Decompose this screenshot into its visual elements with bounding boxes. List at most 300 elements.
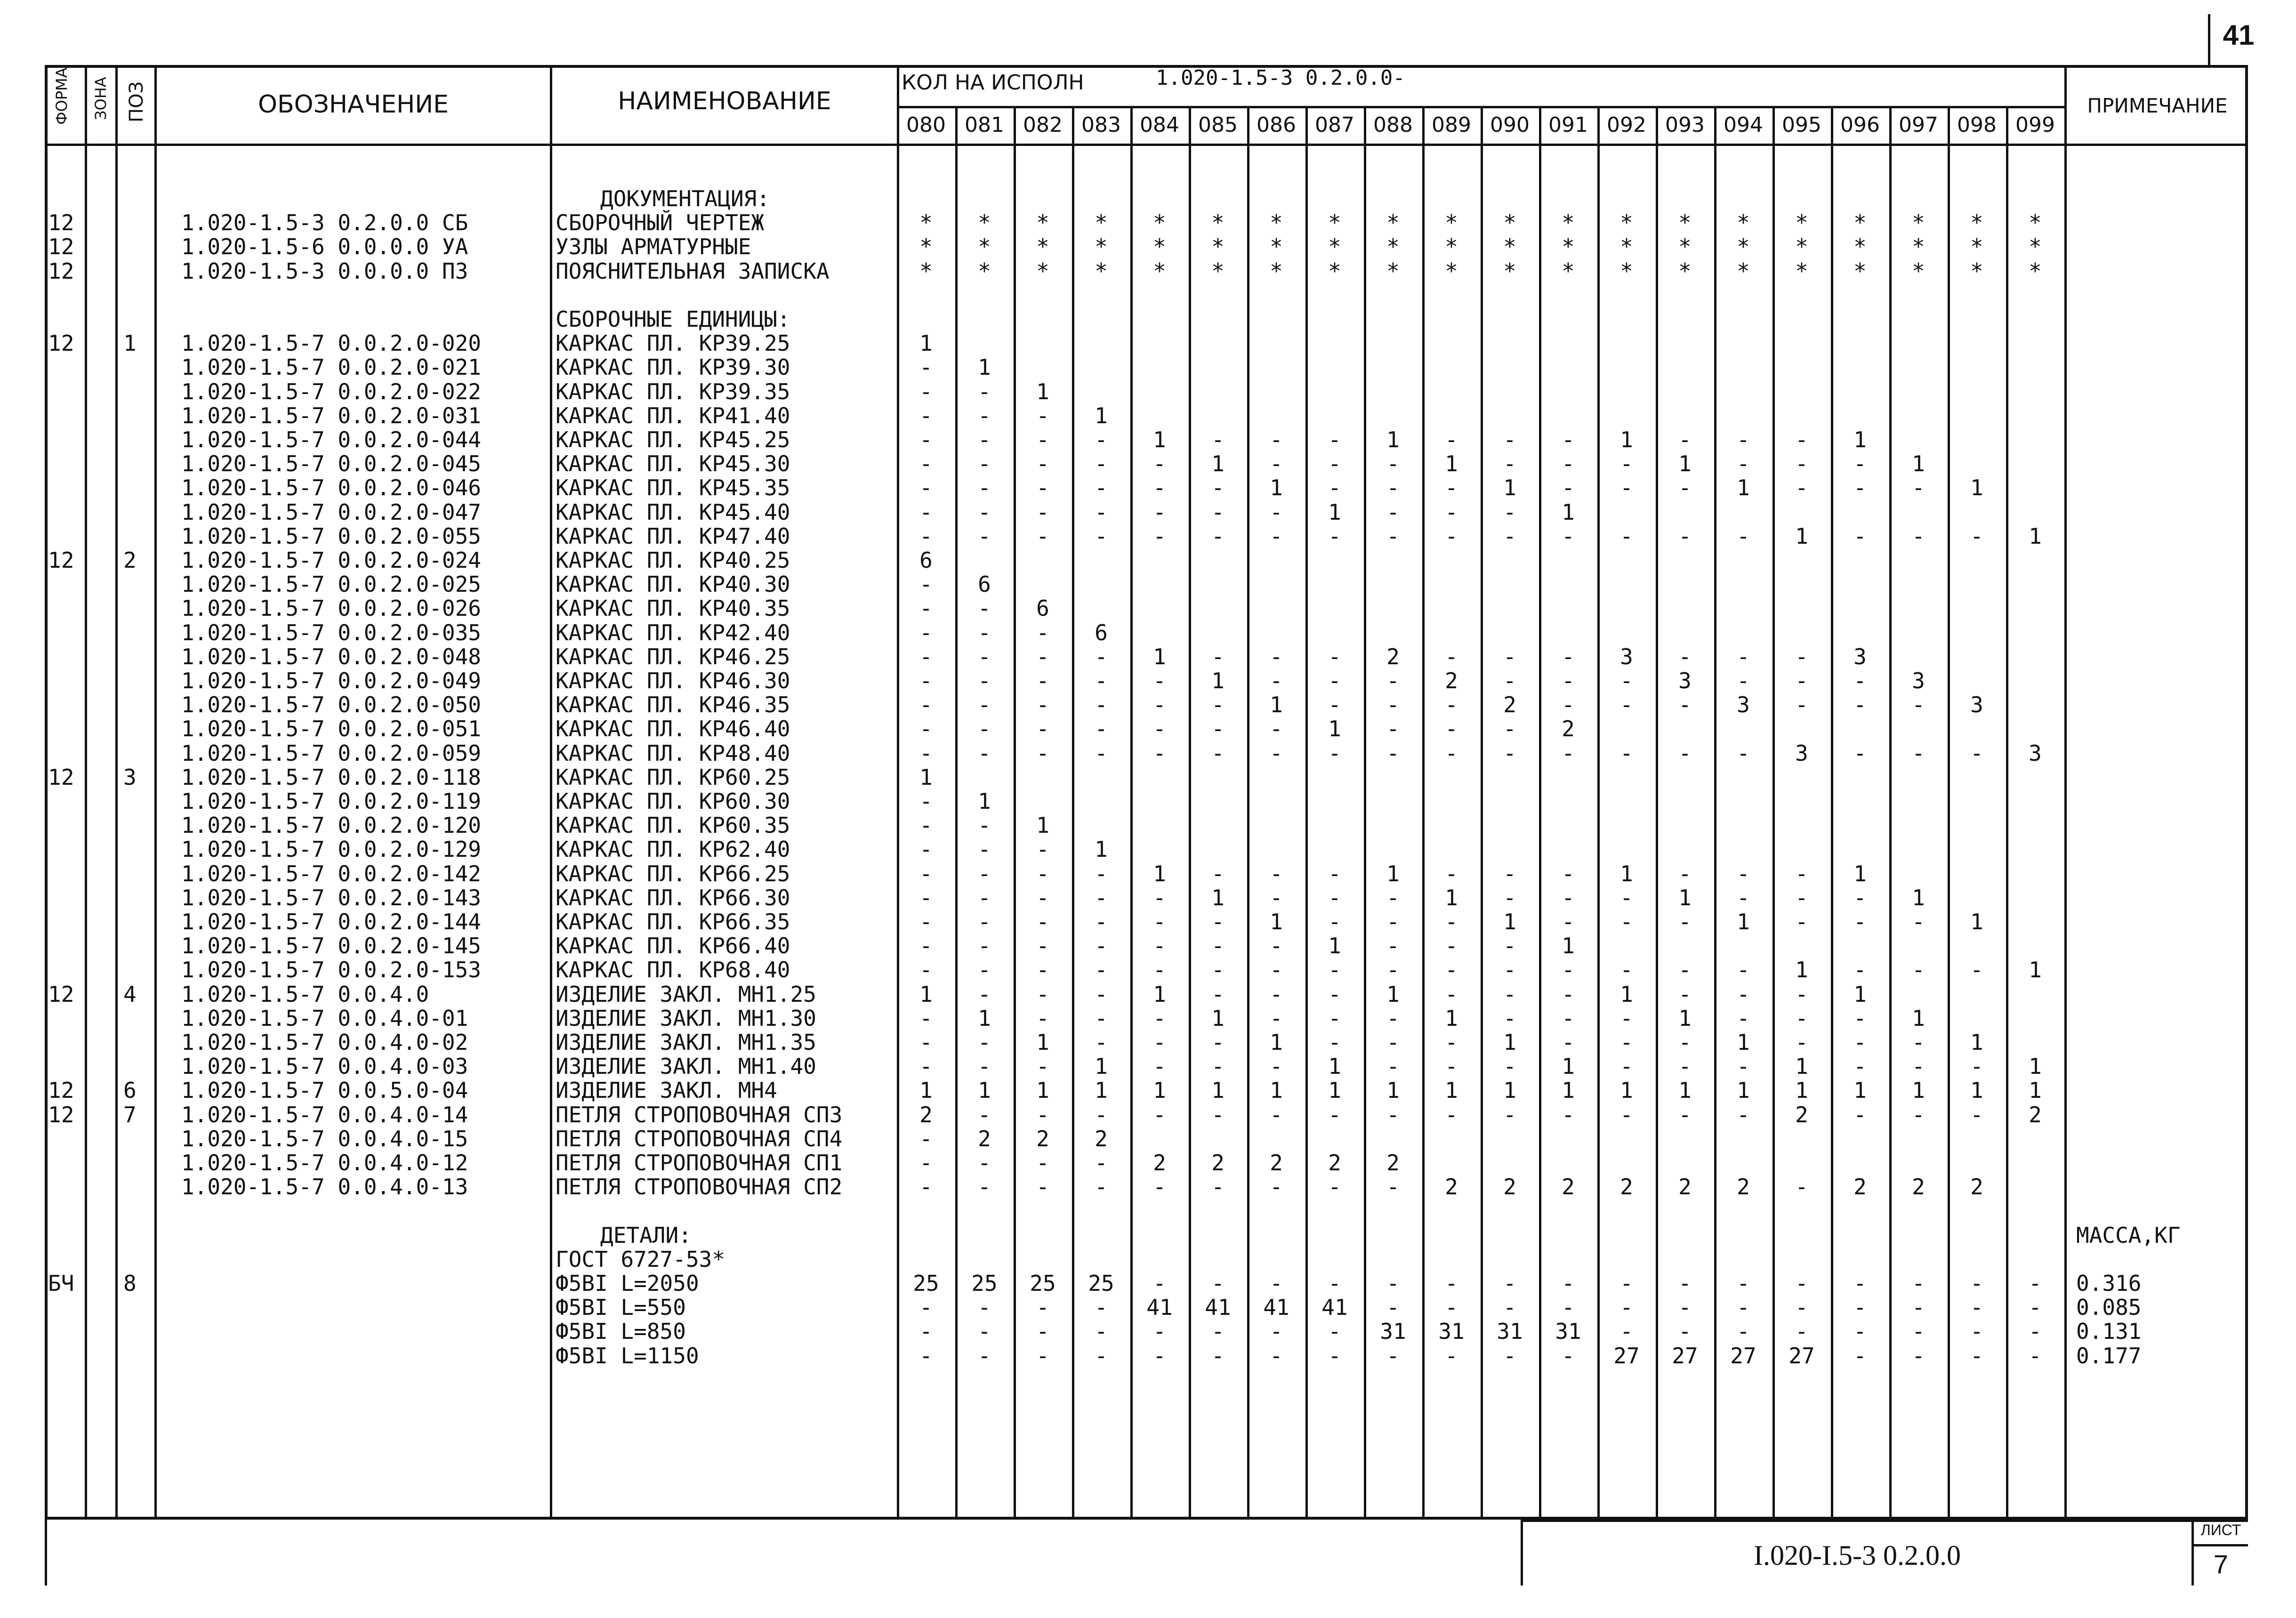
cell-qty-089: - xyxy=(1445,1343,1458,1368)
table-row xyxy=(0,741,2296,765)
cell-qty-087: * xyxy=(1328,234,1341,260)
cell-qty-083: * xyxy=(1095,258,1108,284)
cell-qty-082: * xyxy=(1036,258,1049,284)
cell-qty-082: - xyxy=(1036,1102,1049,1127)
cell-naimenovanie: КАРКАС ПЛ. КР66.40 xyxy=(556,933,790,959)
cell-qty-092: - xyxy=(1620,909,1633,934)
cell-qty-087: 2 xyxy=(1328,1150,1341,1175)
cell-qty-084: - xyxy=(1153,1174,1166,1200)
cell-qty-085: - xyxy=(1211,499,1225,525)
cell-qty-084: - xyxy=(1153,1343,1166,1368)
cell-qty-096: 1 xyxy=(1853,981,1867,1007)
cell-qty-094: - xyxy=(1737,644,1750,669)
cell-qty-080: - xyxy=(919,596,933,621)
cell-qty-084: - xyxy=(1153,740,1166,766)
cell-qty-081: - xyxy=(978,402,991,428)
cell-qty-088: - xyxy=(1386,1295,1400,1320)
cell-qty-093: 2 xyxy=(1678,1174,1692,1200)
cell-qty-093: - xyxy=(1678,740,1692,766)
cell-qty-080: 1 xyxy=(919,764,933,790)
cell-qty-096: - xyxy=(1853,1343,1867,1368)
cell-qty-099: - xyxy=(2029,1319,2042,1344)
cell-qty-086: * xyxy=(1270,234,1283,260)
cell-qty-089: - xyxy=(1445,692,1458,718)
cell-oboznachenie: 1.020-1.5-7 0.0.2.0-049 xyxy=(181,668,481,693)
cell-qty-094: - xyxy=(1737,451,1750,477)
variant-header-098: 098 xyxy=(1957,113,1997,137)
cell-qty-087: - xyxy=(1328,957,1341,983)
cell-qty-090: - xyxy=(1503,933,1516,959)
cell-qty-083: - xyxy=(1095,933,1108,959)
cell-qty-084: - xyxy=(1153,1102,1166,1127)
cell-qty-094: 1 xyxy=(1737,1078,1750,1103)
cell-naimenovanie: КАРКАС ПЛ. КР45.40 xyxy=(556,499,790,525)
cell-note: 0.177 xyxy=(2076,1343,2142,1368)
cell-qty-086: - xyxy=(1270,1343,1283,1368)
cell-qty-087: * xyxy=(1328,210,1341,236)
cell-naimenovanie: КАРКАС ПЛ. КР40.35 xyxy=(556,596,790,621)
cell-qty-082: 1 xyxy=(1036,1078,1049,1103)
cell-qty-097: - xyxy=(1912,1343,1925,1368)
table-row xyxy=(0,475,2296,499)
cell-qty-083: * xyxy=(1095,210,1108,236)
cell-qty-081: - xyxy=(978,1174,991,1200)
cell-qty-087: 1 xyxy=(1328,499,1341,525)
cell-oboznachenie: 1.020-1.5-7 0.0.2.0-020 xyxy=(181,330,481,356)
cell-qty-091: - xyxy=(1562,1271,1575,1296)
cell-qty-098: 1 xyxy=(1970,909,1983,934)
cell-qty-089: - xyxy=(1445,861,1458,886)
cell-qty-094: * xyxy=(1737,210,1750,236)
cell-note: 0.085 xyxy=(2076,1295,2142,1320)
cell-qty-097: 3 xyxy=(1912,668,1925,693)
footer-list-number: 7 xyxy=(2213,1549,2229,1579)
cell-qty-091: - xyxy=(1562,523,1575,549)
cell-qty-082: 1 xyxy=(1036,813,1049,838)
cell-qty-090: - xyxy=(1503,427,1516,452)
cell-qty-088: - xyxy=(1386,451,1400,477)
cell-qty-088: - xyxy=(1386,957,1400,983)
cell-qty-082: - xyxy=(1036,885,1049,910)
table-row xyxy=(0,596,2296,620)
cell-qty-082: - xyxy=(1036,1174,1049,1200)
cell-qty-093: - xyxy=(1678,909,1692,934)
cell-naimenovanie: КАРКАС ПЛ. КР40.30 xyxy=(556,572,790,597)
cell-qty-088: 2 xyxy=(1386,644,1400,669)
cell-poz: 8 xyxy=(123,1271,137,1296)
cell-qty-095: 1 xyxy=(1795,523,1808,549)
cell-qty-090: 2 xyxy=(1503,1174,1516,1200)
cell-qty-086: - xyxy=(1270,861,1283,886)
cell-qty-085: - xyxy=(1211,740,1225,766)
cell-qty-095: 1 xyxy=(1795,1078,1808,1103)
cell-qty-091: 1 xyxy=(1562,933,1575,959)
table-row xyxy=(0,909,2296,934)
cell-qty-087: - xyxy=(1328,1271,1341,1296)
cell-qty-083: - xyxy=(1095,1319,1108,1344)
cell-naimenovanie: ИЗДЕЛИЕ ЗАКЛ. МН4 xyxy=(556,1078,777,1103)
cell-qty-083: - xyxy=(1095,644,1108,669)
cell-qty-091: - xyxy=(1562,981,1575,1007)
cell-qty-093: * xyxy=(1678,258,1692,284)
cell-qty-084: * xyxy=(1153,258,1166,284)
cell-qty-087: - xyxy=(1328,1343,1341,1368)
cell-qty-094: - xyxy=(1737,957,1750,983)
cell-qty-089: - xyxy=(1445,933,1458,959)
cell-qty-088: - xyxy=(1386,1030,1400,1055)
variant-header-081: 081 xyxy=(965,113,1004,137)
footer-top-line xyxy=(1521,1520,2248,1522)
cell-qty-091: - xyxy=(1562,885,1575,910)
cell-qty-091: * xyxy=(1562,234,1575,260)
cell-forma: 12 xyxy=(48,981,74,1007)
cell-qty-085: * xyxy=(1211,258,1225,284)
cell-qty-085: - xyxy=(1211,692,1225,718)
cell-qty-080: - xyxy=(919,740,933,766)
cell-qty-087: * xyxy=(1328,258,1341,284)
cell-qty-084: * xyxy=(1153,234,1166,260)
cell-qty-081: * xyxy=(978,210,991,236)
cell-qty-093: - xyxy=(1678,1102,1692,1127)
cell-qty-097: * xyxy=(1912,234,1925,260)
cell-qty-082: 25 xyxy=(1030,1271,1056,1296)
cell-qty-089: - xyxy=(1445,981,1458,1007)
cell-qty-086: - xyxy=(1270,1174,1283,1200)
cell-qty-090: 31 xyxy=(1497,1319,1523,1344)
cell-qty-090: - xyxy=(1503,668,1516,693)
cell-qty-086: 1 xyxy=(1270,475,1283,501)
table-row xyxy=(0,765,2296,789)
cell-qty-095: 2 xyxy=(1795,1102,1808,1127)
cell-qty-080: - xyxy=(919,1343,933,1368)
cell-qty-084: - xyxy=(1153,692,1166,718)
cell-qty-091: - xyxy=(1562,451,1575,477)
cell-qty-099: * xyxy=(2029,258,2042,284)
table-row xyxy=(0,1078,2296,1102)
cell-qty-085: - xyxy=(1211,861,1225,886)
cell-qty-085: 1 xyxy=(1211,885,1225,910)
cell-qty-088: - xyxy=(1386,740,1400,766)
cell-qty-090: - xyxy=(1503,644,1516,669)
cell-qty-091: 31 xyxy=(1555,1319,1581,1344)
cell-qty-086: - xyxy=(1270,668,1283,693)
cell-qty-080: - xyxy=(919,475,933,501)
cell-qty-094: - xyxy=(1737,1054,1750,1079)
cell-qty-089: 1 xyxy=(1445,1078,1458,1103)
cell-qty-082: 1 xyxy=(1036,1030,1049,1055)
cell-qty-086: - xyxy=(1270,1005,1283,1031)
cell-qty-088: 1 xyxy=(1386,981,1400,1007)
table-row xyxy=(0,933,2296,958)
cell-naimenovanie: КАРКАС ПЛ. КР62.40 xyxy=(556,837,790,862)
cell-qty-089: * xyxy=(1445,258,1458,284)
cell-qty-095: - xyxy=(1795,981,1808,1007)
cell-qty-095: - xyxy=(1795,692,1808,718)
cell-qty-097: * xyxy=(1912,258,1925,284)
table-row xyxy=(0,716,2296,741)
cell-oboznachenie: 1.020-1.5-6 0.0.0.0 УА xyxy=(181,234,468,260)
cell-qty-087: - xyxy=(1328,981,1341,1007)
cell-qty-092: - xyxy=(1620,692,1633,718)
cell-qty-089: 31 xyxy=(1438,1319,1465,1344)
cell-forma: 12 xyxy=(48,258,74,284)
cell-qty-089: - xyxy=(1445,716,1458,742)
cell-qty-092: - xyxy=(1620,1319,1633,1344)
cell-qty-084: 1 xyxy=(1153,1078,1166,1103)
cell-qty-083: 2 xyxy=(1095,1126,1108,1151)
cell-qty-097: - xyxy=(1912,692,1925,718)
cell-qty-080: 1 xyxy=(919,1078,933,1103)
cell-qty-086: 1 xyxy=(1270,1030,1283,1055)
page-number: 41 xyxy=(2223,19,2255,51)
variant-header-085: 085 xyxy=(1198,113,1238,137)
cell-qty-081: - xyxy=(978,378,991,404)
cell-forma: 12 xyxy=(48,210,74,236)
cell-qty-081: 1 xyxy=(978,354,991,380)
cell-qty-080: - xyxy=(919,1295,933,1320)
cell-qty-093: - xyxy=(1678,1271,1692,1296)
cell-qty-090: - xyxy=(1503,1295,1516,1320)
cell-qty-095: - xyxy=(1795,909,1808,934)
cell-oboznachenie: 1.020-1.5-7 0.0.2.0-031 xyxy=(181,402,481,428)
cell-qty-089: 1 xyxy=(1445,885,1458,910)
cell-qty-087: 41 xyxy=(1321,1295,1348,1320)
table-row xyxy=(0,1319,2296,1343)
cell-qty-098: * xyxy=(1970,258,1983,284)
cell-qty-085: - xyxy=(1211,1102,1225,1127)
cell-qty-088: - xyxy=(1386,1054,1400,1079)
cell-qty-098: - xyxy=(1970,740,1983,766)
cell-qty-097: - xyxy=(1912,523,1925,549)
cell-qty-083: - xyxy=(1095,885,1108,910)
cell-qty-095: - xyxy=(1795,644,1808,669)
cell-qty-082: - xyxy=(1036,1150,1049,1175)
table-row xyxy=(0,451,2296,475)
table-row xyxy=(0,1006,2296,1030)
cell-qty-090: - xyxy=(1503,499,1516,525)
cell-qty-086: - xyxy=(1270,1319,1283,1344)
cell-qty-082: * xyxy=(1036,210,1049,236)
cell-oboznachenie: 1.020-1.5-7 0.0.2.0-120 xyxy=(181,813,481,838)
cell-naimenovanie: КАРКАС ПЛ. КР60.35 xyxy=(556,813,790,838)
table-row xyxy=(0,523,2296,548)
cell-qty-089: - xyxy=(1445,909,1458,934)
cell-qty-084: - xyxy=(1153,909,1166,934)
cell-qty-083: - xyxy=(1095,909,1108,934)
cell-qty-096: * xyxy=(1853,210,1867,236)
cell-qty-095: * xyxy=(1795,210,1808,236)
cell-qty-096: - xyxy=(1853,1295,1867,1320)
cell-qty-087: - xyxy=(1328,692,1341,718)
cell-qty-088: - xyxy=(1386,499,1400,525)
cell-qty-097: - xyxy=(1912,1054,1925,1079)
cell-qty-094: 2 xyxy=(1737,1174,1750,1200)
cell-qty-094: - xyxy=(1737,1295,1750,1320)
cell-qty-097: - xyxy=(1912,957,1925,983)
cell-qty-092: - xyxy=(1620,1102,1633,1127)
cell-qty-081: - xyxy=(978,427,991,452)
cell-qty-093: - xyxy=(1678,523,1692,549)
table-row xyxy=(0,354,2296,379)
cell-qty-081: - xyxy=(978,1319,991,1344)
cell-qty-084: 1 xyxy=(1153,861,1166,886)
variant-header-082: 082 xyxy=(1023,113,1063,137)
cell-qty-089: - xyxy=(1445,957,1458,983)
variant-header-093: 093 xyxy=(1665,113,1705,137)
cell-qty-083: - xyxy=(1095,1343,1108,1368)
cell-qty-098: - xyxy=(1970,1102,1983,1127)
cell-qty-090: - xyxy=(1503,1343,1516,1368)
cell-qty-095: - xyxy=(1795,451,1808,477)
cell-qty-082: - xyxy=(1036,1295,1049,1320)
cell-qty-099: - xyxy=(2029,1295,2042,1320)
cell-qty-086: - xyxy=(1270,933,1283,959)
cell-qty-095: * xyxy=(1795,234,1808,260)
cell-qty-084: - xyxy=(1153,1271,1166,1296)
cell-qty-091: 2 xyxy=(1562,1174,1575,1200)
cell-qty-084: - xyxy=(1153,668,1166,693)
cell-qty-086: - xyxy=(1270,885,1283,910)
page-number-divider xyxy=(2208,14,2210,66)
cell-qty-091: * xyxy=(1562,258,1575,284)
cell-qty-081: 6 xyxy=(978,572,991,597)
cell-qty-080: 1 xyxy=(919,330,933,356)
cell-qty-099: 2 xyxy=(2029,1102,2042,1127)
cell-qty-095: - xyxy=(1795,1319,1808,1344)
cell-qty-096: - xyxy=(1853,1319,1867,1344)
cell-qty-080: - xyxy=(919,813,933,838)
variant-header-097: 097 xyxy=(1899,113,1938,137)
cell-qty-096: - xyxy=(1853,668,1867,693)
cell-naimenovanie: УЗЛЫ АРМАТУРНЫЕ xyxy=(556,234,751,260)
footer-list-divider xyxy=(2191,1544,2248,1546)
cell-qty-080: 25 xyxy=(913,1271,939,1296)
cell-naimenovanie: КАРКАС ПЛ. КР39.35 xyxy=(556,378,790,404)
cell-naimenovanie: КАРКАС ПЛ. КР45.35 xyxy=(556,475,790,501)
cell-qty-099: - xyxy=(2029,1271,2042,1296)
cell-oboznachenie: 1.020-1.5-7 0.0.2.0-129 xyxy=(181,837,481,862)
cell-qty-086: - xyxy=(1270,1102,1283,1127)
cell-qty-084: - xyxy=(1153,957,1166,983)
cell-qty-091: - xyxy=(1562,1343,1575,1368)
cell-qty-090: 1 xyxy=(1503,909,1516,934)
cell-qty-082: 6 xyxy=(1036,596,1049,621)
cell-note: 0.316 xyxy=(2076,1271,2142,1296)
cell-qty-086: * xyxy=(1270,258,1283,284)
cell-qty-087: - xyxy=(1328,523,1341,549)
cell-qty-080: 1 xyxy=(919,981,933,1007)
variant-header-096: 096 xyxy=(1840,113,1880,137)
cell-qty-089: - xyxy=(1445,523,1458,549)
cell-qty-093: 3 xyxy=(1678,668,1692,693)
cell-qty-095: - xyxy=(1795,1005,1808,1031)
cell-oboznachenie: 1.020-1.5-7 0.0.4.0-03 xyxy=(181,1054,468,1079)
cell-qty-088: - xyxy=(1386,716,1400,742)
cell-qty-098: 1 xyxy=(1970,475,1983,501)
table-row xyxy=(0,1343,2296,1368)
cell-qty-083: * xyxy=(1095,234,1108,260)
cell-qty-084: - xyxy=(1153,1005,1166,1031)
cell-qty-081: 25 xyxy=(971,1271,998,1296)
cell-qty-085: - xyxy=(1211,1054,1225,1079)
cell-qty-089: * xyxy=(1445,234,1458,260)
cell-qty-089: - xyxy=(1445,1030,1458,1055)
table-row xyxy=(0,234,2296,258)
cell-qty-081: - xyxy=(978,1295,991,1320)
cell-qty-092: 1 xyxy=(1620,1078,1633,1103)
cell-qty-081: - xyxy=(978,523,991,549)
table-row xyxy=(0,1150,2296,1175)
cell-qty-082: - xyxy=(1036,1054,1049,1079)
cell-qty-098: * xyxy=(1970,210,1983,236)
cell-qty-084: 41 xyxy=(1146,1295,1173,1320)
cell-qty-085: * xyxy=(1211,234,1225,260)
table-row xyxy=(0,186,2296,210)
cell-qty-085: - xyxy=(1211,981,1225,1007)
cell-qty-089: 1 xyxy=(1445,451,1458,477)
cell-qty-080: - xyxy=(919,837,933,862)
cell-qty-094: 3 xyxy=(1737,692,1750,718)
cell-qty-098: - xyxy=(1970,1271,1983,1296)
cell-qty-094: * xyxy=(1737,234,1750,260)
cell-qty-089: - xyxy=(1445,644,1458,669)
cell-qty-099: 1 xyxy=(2029,1078,2042,1103)
cell-qty-095: - xyxy=(1795,1174,1808,1200)
cell-qty-089: 2 xyxy=(1445,1174,1458,1200)
cell-qty-095: 1 xyxy=(1795,1054,1808,1079)
cell-qty-090: * xyxy=(1503,258,1516,284)
cell-qty-092: - xyxy=(1620,1271,1633,1296)
cell-qty-096: - xyxy=(1853,885,1867,910)
cell-oboznachenie: 1.020-1.5-7 0.0.4.0-15 xyxy=(181,1126,468,1151)
cell-qty-096: - xyxy=(1853,1054,1867,1079)
cell-qty-094: - xyxy=(1737,427,1750,452)
cell-qty-085: - xyxy=(1211,909,1225,934)
cell-qty-080: - xyxy=(919,1054,933,1079)
cell-qty-080: - xyxy=(919,354,933,380)
cell-qty-080: - xyxy=(919,1030,933,1055)
cell-qty-096: 2 xyxy=(1853,1174,1867,1200)
cell-qty-083: - xyxy=(1095,1150,1108,1175)
variant-header-087: 087 xyxy=(1315,113,1354,137)
cell-qty-087: - xyxy=(1328,1030,1341,1055)
cell-qty-092: - xyxy=(1620,885,1633,910)
cell-naimenovanie: ДОКУМЕНТАЦИЯ: xyxy=(600,186,770,211)
cell-qty-093: 1 xyxy=(1678,885,1692,910)
cell-qty-087: - xyxy=(1328,451,1341,477)
cell-oboznachenie: 1.020-1.5-7 0.0.2.0-144 xyxy=(181,909,481,934)
cell-oboznachenie: 1.020-1.5-7 0.0.2.0-119 xyxy=(181,789,481,814)
cell-qty-083: 1 xyxy=(1095,837,1108,862)
cell-qty-092: - xyxy=(1620,451,1633,477)
cell-forma: 12 xyxy=(48,1102,74,1127)
cell-oboznachenie: 1.020-1.5-7 0.0.2.0-021 xyxy=(181,354,481,380)
cell-naimenovanie: ПЕТЛЯ СТРОПОВОЧНАЯ СП1 xyxy=(556,1150,843,1175)
cell-qty-094: 1 xyxy=(1737,475,1750,501)
left-margin-line xyxy=(45,1520,47,1586)
cell-naimenovanie: СБОРОЧНЫЙ ЧЕРТЕЖ xyxy=(556,210,765,236)
cell-qty-092: 27 xyxy=(1613,1343,1640,1368)
cell-naimenovanie: КАРКАС ПЛ. КР66.35 xyxy=(556,909,790,934)
cell-qty-084: 1 xyxy=(1153,981,1166,1007)
cell-qty-091: - xyxy=(1562,427,1575,452)
cell-qty-085: - xyxy=(1211,644,1225,669)
cell-qty-098: - xyxy=(1970,1343,1983,1368)
cell-qty-096: - xyxy=(1853,1102,1867,1127)
cell-qty-089: - xyxy=(1445,499,1458,525)
cell-qty-092: 1 xyxy=(1620,427,1633,452)
cell-qty-090: * xyxy=(1503,234,1516,260)
